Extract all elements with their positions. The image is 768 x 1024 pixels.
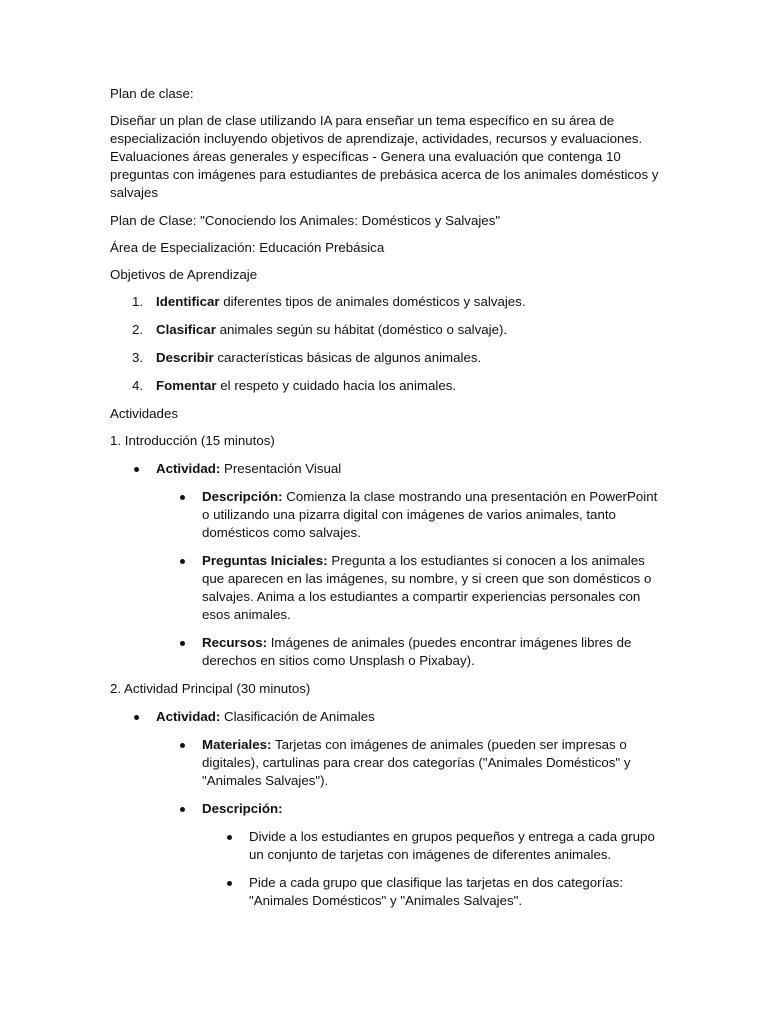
list-item <box>110 488 662 542</box>
item-text: Imágenes de animales (puedes encontrar imágenes libres de derechos en sitios como Unsplash o Pixabay). <box>202 635 632 668</box>
bullet-icon <box>134 715 139 720</box>
assignment-prompt: Diseñar un plan de clase utilizando IA para enseñar un tema específico en su área de especialización incluyendo objetivos de aprendizaje, actividades, recursos y evaluaciones. Evaluaciones áreas generales y específicas - Genera una evaluación que contenga 10 preguntas con imágenes para estudiantes de prebásica acerca de los animales domésticos y salvajes <box>110 113 659 200</box>
bullet-icon <box>227 881 232 886</box>
item-text: Pide a cada grupo que clasifique las tarjetas en dos categorías: "Animales Domésticos" y "Animales Salvajes". <box>249 875 624 908</box>
doc-heading: Plan de clase: <box>110 86 194 101</box>
item-text: Divide a los estudiantes en grupos pequeños y entrega a cada grupo un conjunto de tarjetas con imágenes de diferentes animales. <box>249 829 655 862</box>
item-text: Tarjetas con imágenes de animales (pueden ser impresas o digitales), cartulinas para crear dos categorías ("Animales Domésticos" y "Animales Salvajes"). <box>202 737 631 788</box>
bullet-icon <box>227 835 232 840</box>
objective-item <box>110 377 662 395</box>
objective-item <box>110 349 662 367</box>
objective-text: el respeto y cuidado hacia los animales. <box>216 378 457 393</box>
list-item <box>110 736 662 790</box>
list-item <box>110 634 662 670</box>
objective-verb: Describir <box>156 350 214 365</box>
objective-number: 3. <box>132 350 144 365</box>
list-item <box>110 460 662 478</box>
bullet-icon <box>180 495 185 500</box>
label-bold: Actividad: <box>156 461 221 476</box>
label-bold: Descripción: <box>202 489 283 504</box>
objective-text: características básicas de algunos animales. <box>213 350 482 365</box>
objective-text: animales según su hábitat (doméstico o salvaje). <box>215 322 508 337</box>
objective-verb: Clasificar <box>156 322 216 337</box>
item-text: Comienza la clase mostrando una presentación en PowerPoint o utilizando una pizarra digital con imágenes de varios animales, tanto domésticos como salvajes. <box>202 489 658 540</box>
bullet-icon <box>134 467 139 472</box>
objective-number: 2. <box>132 322 144 337</box>
objective-verb: Identificar <box>156 294 220 309</box>
bullet-icon <box>180 559 185 564</box>
label-bold: Preguntas Iniciales: <box>202 553 328 568</box>
bullet-icon <box>180 641 185 646</box>
section-main-activity-title: 2. Actividad Principal (30 minutos) <box>110 681 311 696</box>
item-text: Clasificación de Animales <box>220 709 375 724</box>
label-bold: Actividad: <box>156 709 221 724</box>
label-bold: Materiales: <box>202 737 272 752</box>
objectives-list <box>110 293 662 395</box>
list-item <box>110 800 662 818</box>
label-bold: Recursos: <box>202 635 268 650</box>
item-text: Pregunta a los estudiantes si conocen a los animales que aparecen en las imágenes, su nombre, y si creen que son domésticos o salvajes. Anima a los estudiantes a compartir experiencias personales con esos animales. <box>202 553 652 622</box>
section-introduction-title: 1. Introducción (15 minutos) <box>110 433 275 448</box>
objective-item <box>110 293 662 311</box>
bullet-icon <box>180 807 185 812</box>
objective-verb: Fomentar <box>156 378 217 393</box>
objective-number: 1. <box>132 294 144 309</box>
objectives-title: Objetivos de Aprendizaje <box>110 267 258 282</box>
objective-item <box>110 321 662 339</box>
introduction-list <box>110 460 662 670</box>
document-body <box>110 85 662 920</box>
objective-number: 4. <box>132 378 144 393</box>
list-item <box>110 828 662 864</box>
bullet-icon <box>180 743 185 748</box>
specialization-area: Área de Especialización: Educación Prebásica <box>110 240 385 255</box>
plan-title: Plan de Clase: "Conociendo los Animales: Domésticos y Salvajes" <box>110 213 501 228</box>
objective-text: diferentes tipos de animales domésticos y salvajes. <box>219 294 526 309</box>
main-activity-list <box>110 708 662 910</box>
list-item <box>110 552 662 624</box>
list-item <box>110 874 662 910</box>
item-text: Presentación Visual <box>220 461 342 476</box>
activities-title: Actividades <box>110 406 178 421</box>
label-bold: Descripción: <box>202 801 283 816</box>
list-item <box>110 708 662 726</box>
